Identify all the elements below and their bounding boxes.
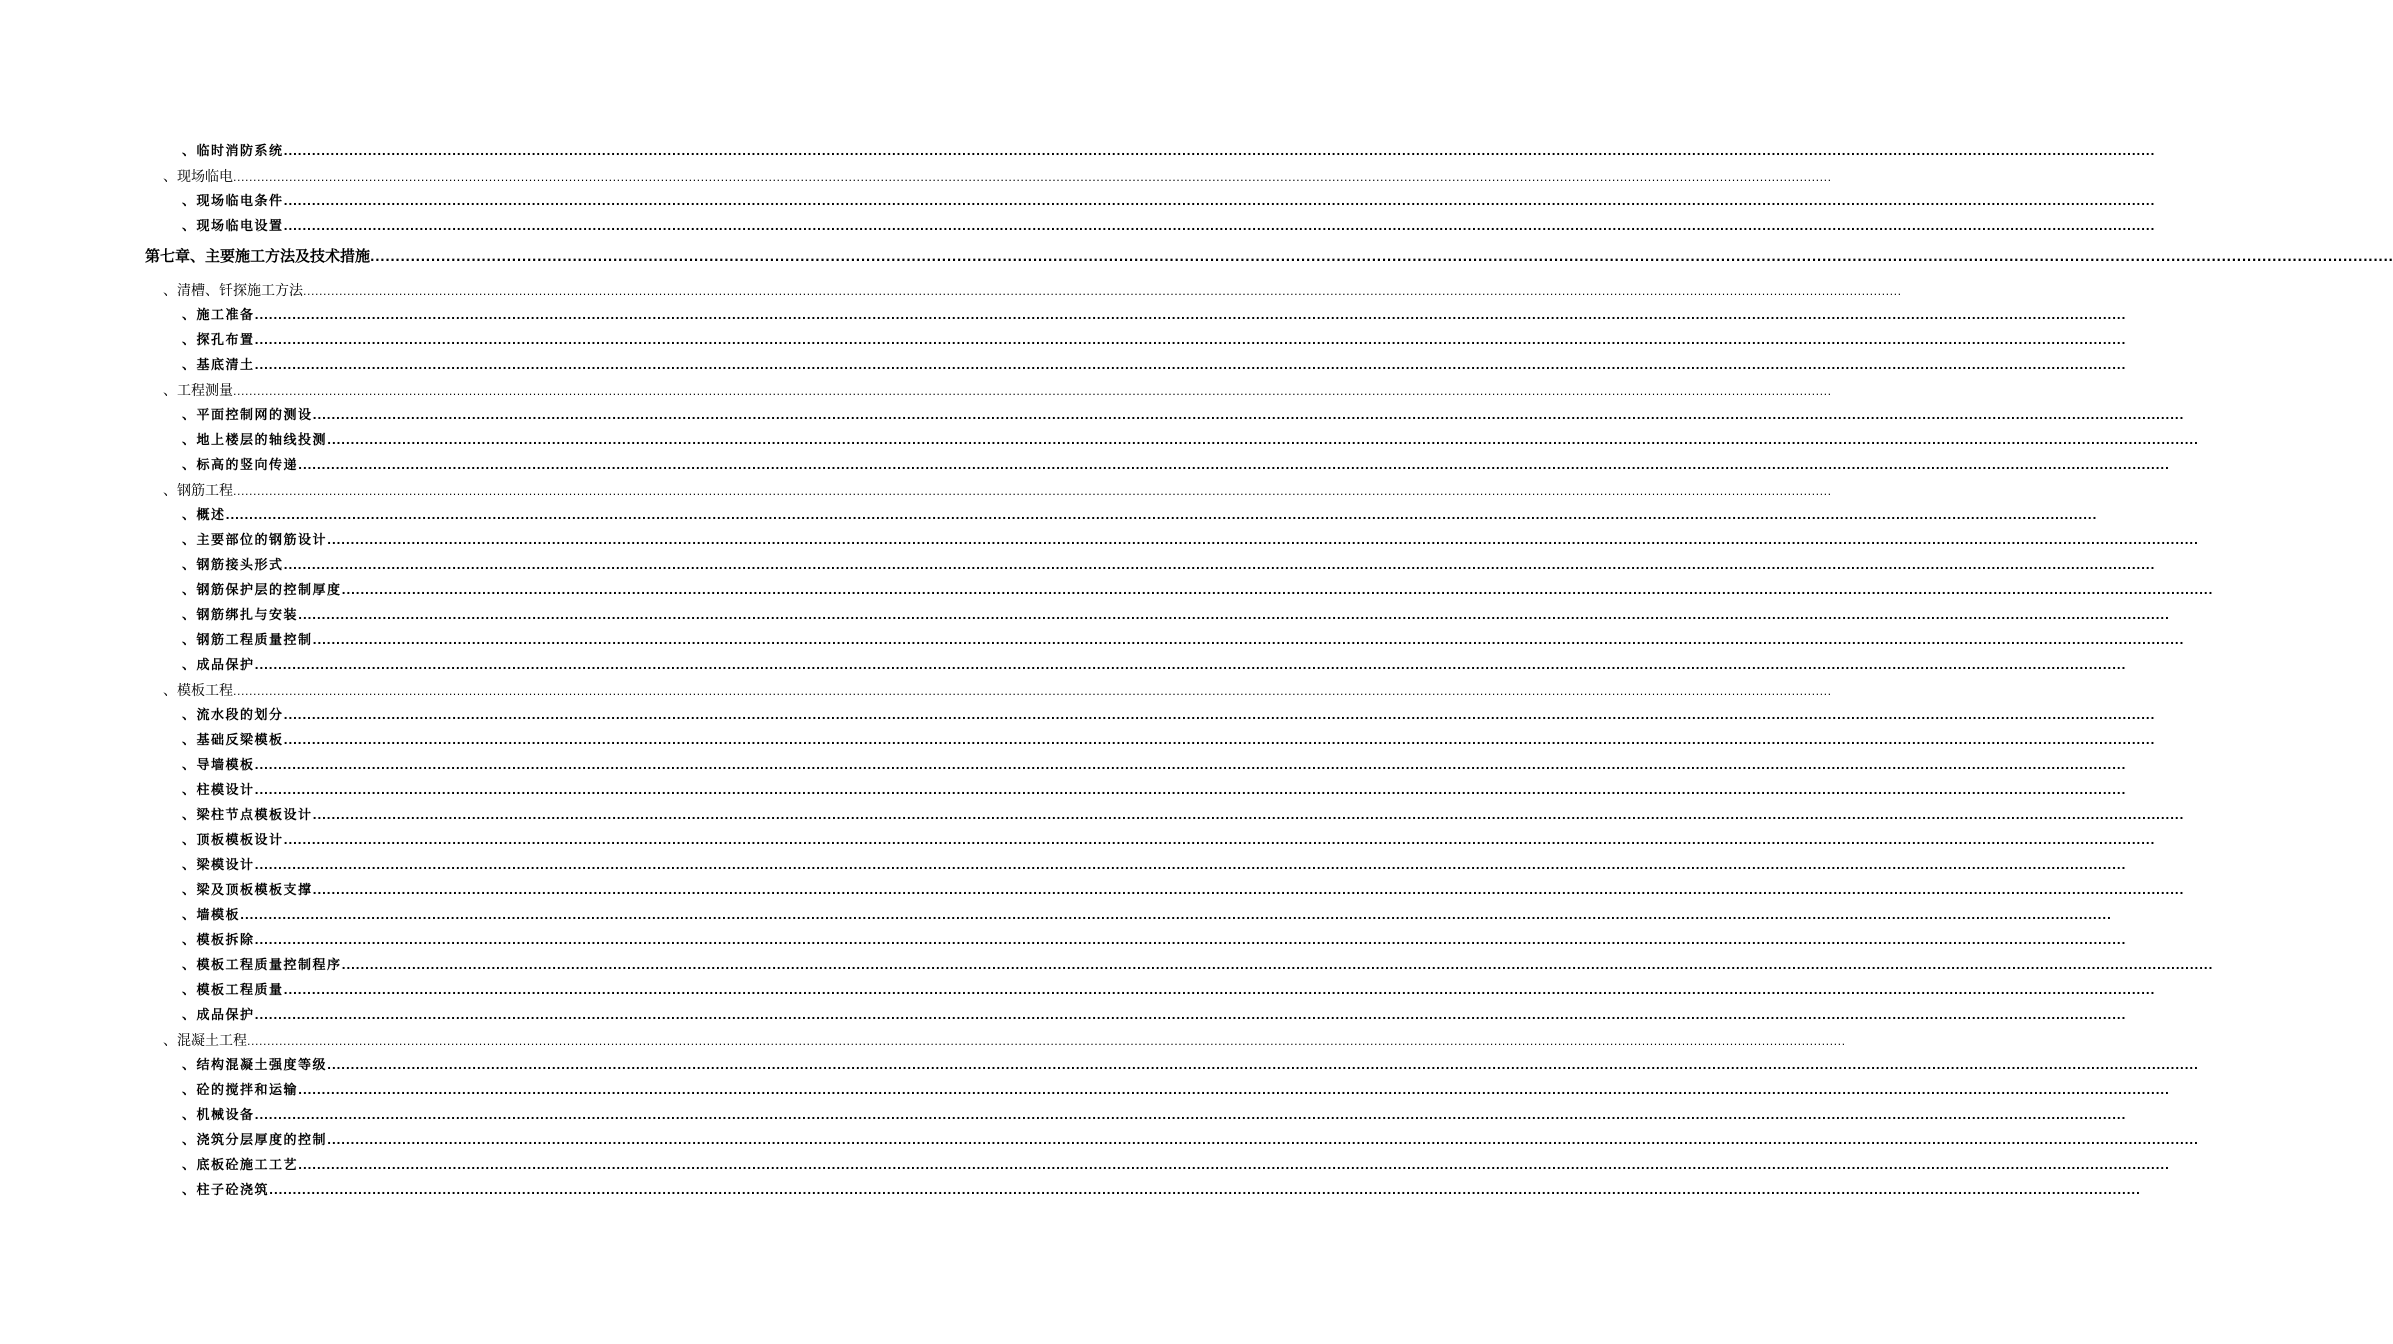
- toc-entry-title: 、梁模设计: [182, 858, 255, 873]
- toc-dot-leader: ................................................................................................................................................................................................................................................................................................................................................................................................................: [254, 334, 2126, 347]
- toc-entry-title: 、成品保护: [182, 1008, 255, 1023]
- toc-entry-title: 、施工准备: [182, 308, 255, 323]
- toc-dot-leader: ................................................................................................................................................................................................................................................................................................................................................................................................................: [298, 609, 2170, 622]
- toc-section-entry[interactable]: [163, 382, 1832, 401]
- toc-dot-leader: ................................................................................................................................................................................................................................................................................................................................................................................................................: [283, 220, 2155, 233]
- toc-entry-title: 、清槽、钎探施工方法: [163, 283, 303, 299]
- toc-entry-title: 、顶板模板设计: [182, 833, 284, 848]
- toc-entry-title: 、模板工程质量: [182, 983, 284, 998]
- toc-subsection-entry[interactable]: [182, 632, 2184, 650]
- toc-dot-leader: ................................................................................................................................................................................................................................................................................................................................................................................................................: [254, 1109, 2126, 1122]
- toc-entry-title: 、结构混凝土强度等级: [182, 1058, 328, 1073]
- toc-entry-title: 、现场临电设置: [182, 219, 284, 234]
- toc-dot-leader: ................................................................................................................................................................................................................................................................................................................................................................................................................: [225, 509, 2097, 522]
- toc-subsection-entry[interactable]: [182, 193, 2155, 211]
- toc-entry-title: 、工程测量: [163, 383, 233, 399]
- toc-subsection-entry[interactable]: [182, 357, 2126, 375]
- toc-subsection-entry[interactable]: [182, 732, 2155, 750]
- toc-dot-leader: ................................................................................................................................................................................................................................................................................................................................................................................................................: [254, 859, 2126, 872]
- toc-subsection-entry[interactable]: [182, 782, 2126, 800]
- toc-dot-leader: ................................................................................................................................................................................................................................................................................................................................................................................................................: [283, 834, 2155, 847]
- toc-subsection-entry[interactable]: [182, 1132, 2199, 1150]
- toc-section-entry[interactable]: [163, 482, 1832, 501]
- toc-subsection-entry[interactable]: [182, 218, 2155, 236]
- toc-subsection-entry[interactable]: [182, 832, 2155, 850]
- toc-dot-leader: ................................................................................................................................................................................................................................................................................................................................................................................................................: [240, 909, 2112, 922]
- toc-entry-title: 、基础反梁模板: [182, 733, 284, 748]
- toc-dot-leader: ................................................................................................................................................................................................................................................................................................................................................................................................................: [283, 145, 2155, 158]
- toc-dot-leader: ................................................................................................................................................................................................................................................................................................................................................................................................................: [341, 584, 2213, 597]
- toc-dot-leader: ................................................................................................................................................................................................................................................................................................................................................................................................................: [283, 984, 2155, 997]
- toc-dot-leader: ................................................................................................................................................................................................................................................................................................................................................................................................................: [254, 359, 2126, 372]
- toc-subsection-entry[interactable]: [182, 982, 2155, 1000]
- toc-entry-title: 、机械设备: [182, 1108, 255, 1123]
- toc-subsection-entry[interactable]: [182, 1107, 2126, 1125]
- toc-entry-title: 、钢筋工程质量控制: [182, 633, 313, 648]
- toc-subsection-entry[interactable]: [182, 407, 2184, 425]
- toc-subsection-entry[interactable]: [182, 432, 2199, 450]
- toc-entry-title: 、地上楼层的轴线投测: [182, 433, 328, 448]
- toc-chapter-entry[interactable]: [145, 247, 2393, 266]
- toc-subsection-entry[interactable]: [182, 507, 2097, 525]
- toc-subsection-entry[interactable]: [182, 1057, 2199, 1075]
- toc-subsection-entry[interactable]: [182, 557, 2155, 575]
- toc-entry-title: 、平面控制网的测设: [182, 408, 313, 423]
- toc-section-entry[interactable]: [163, 682, 1832, 701]
- toc-dot-leader: ................................................................................................................................................................................................................................................................................................................................................................................................................: [233, 171, 1832, 184]
- toc-dot-leader: ................................................................................................................................................................................................................................................................................................................................................................................................................: [233, 385, 1832, 398]
- toc-entry-title: 、模板工程: [163, 683, 233, 699]
- toc-dot-leader: ................................................................................................................................................................................................................................................................................................................................................................................................................: [327, 534, 2199, 547]
- toc-dot-leader: ................................................................................................................................................................................................................................................................................................................................................................................................................: [254, 1009, 2126, 1022]
- toc-entry-title: 、标高的竖向传递: [182, 458, 299, 473]
- toc-entry-title: 、钢筋工程: [163, 483, 233, 499]
- toc-dot-leader: ................................................................................................................................................................................................................................................................................................................................................................................................................: [312, 409, 2184, 422]
- toc-dot-leader: ................................................................................................................................................................................................................................................................................................................................................................................................................: [327, 1134, 2199, 1147]
- toc-entry-title: 、探孔布置: [182, 333, 255, 348]
- toc-entry-title: 第七章、主要施工方法及技术措施: [145, 247, 371, 265]
- toc-subsection-entry[interactable]: [182, 1007, 2126, 1025]
- toc-section-entry[interactable]: [163, 1032, 1846, 1051]
- toc-entry-title: 、流水段的划分: [182, 708, 284, 723]
- toc-dot-leader: ................................................................................................................................................................................................................................................................................................................................................................................................................: [370, 250, 2393, 264]
- toc-entry-title: 、底板砼施工工艺: [182, 1158, 299, 1173]
- toc-subsection-entry[interactable]: [182, 957, 2213, 975]
- toc-entry-title: 、成品保护: [182, 658, 255, 673]
- toc-subsection-entry[interactable]: [182, 807, 2184, 825]
- toc-entry-title: 、墙模板: [182, 908, 241, 923]
- toc-subsection-entry[interactable]: [182, 607, 2170, 625]
- toc-subsection-entry[interactable]: [182, 332, 2126, 350]
- toc-subsection-entry[interactable]: [182, 757, 2126, 775]
- toc-entry-title: 、柱模设计: [182, 783, 255, 798]
- toc-entry-title: 、导墙模板: [182, 758, 255, 773]
- toc-dot-leader: ................................................................................................................................................................................................................................................................................................................................................................................................................: [233, 685, 1832, 698]
- toc-subsection-entry[interactable]: [182, 932, 2126, 950]
- toc-dot-leader: ................................................................................................................................................................................................................................................................................................................................................................................................................: [341, 959, 2213, 972]
- toc-entry-title: 、临时消防系统: [182, 144, 284, 159]
- toc-section-entry[interactable]: [163, 282, 1902, 301]
- toc-entry-title: 、梁及顶板模板支撑: [182, 883, 313, 898]
- toc-subsection-entry[interactable]: [182, 707, 2155, 725]
- toc-dot-leader: ................................................................................................................................................................................................................................................................................................................................................................................................................: [254, 659, 2126, 672]
- toc-entry-title: 、砼的搅拌和运输: [182, 1083, 299, 1098]
- toc-dot-leader: ................................................................................................................................................................................................................................................................................................................................................................................................................: [327, 1059, 2199, 1072]
- toc-entry-title: 、混凝土工程: [163, 1033, 247, 1049]
- toc-dot-leader: ................................................................................................................................................................................................................................................................................................................................................................................................................: [283, 559, 2155, 572]
- toc-dot-leader: ................................................................................................................................................................................................................................................................................................................................................................................................................: [254, 934, 2126, 947]
- toc-subsection-entry[interactable]: [182, 143, 2155, 161]
- toc-subsection-entry[interactable]: [182, 1182, 2141, 1200]
- toc-entry-title: 、钢筋绑扎与安装: [182, 608, 299, 623]
- toc-subsection-entry[interactable]: [182, 1157, 2170, 1175]
- toc-dot-leader: ................................................................................................................................................................................................................................................................................................................................................................................................................: [298, 459, 2170, 472]
- toc-subsection-entry[interactable]: [182, 857, 2126, 875]
- toc-entry-title: 、模板拆除: [182, 933, 255, 948]
- toc-dot-leader: ................................................................................................................................................................................................................................................................................................................................................................................................................: [269, 1184, 2141, 1197]
- toc-entry-title: 、现场临电: [163, 169, 233, 185]
- toc-subsection-entry[interactable]: [182, 457, 2170, 475]
- toc-entry-title: 、模板工程质量控制程序: [182, 958, 342, 973]
- toc-dot-leader: ................................................................................................................................................................................................................................................................................................................................................................................................................: [254, 309, 2126, 322]
- toc-entry-title: 、概述: [182, 508, 226, 523]
- toc-dot-leader: ................................................................................................................................................................................................................................................................................................................................................................................................................: [303, 285, 1902, 298]
- toc-dot-leader: ................................................................................................................................................................................................................................................................................................................................................................................................................: [283, 709, 2155, 722]
- toc-entry-title: 、柱子砼浇筑: [182, 1183, 270, 1198]
- toc-subsection-entry[interactable]: [182, 907, 2112, 925]
- toc-entry-title: 、钢筋保护层的控制厚度: [182, 583, 342, 598]
- toc-dot-leader: ................................................................................................................................................................................................................................................................................................................................................................................................................: [327, 434, 2199, 447]
- toc-dot-leader: ................................................................................................................................................................................................................................................................................................................................................................................................................: [312, 634, 2184, 647]
- toc-dot-leader: ................................................................................................................................................................................................................................................................................................................................................................................................................: [254, 784, 2126, 797]
- toc-entry-title: 、现场临电条件: [182, 194, 284, 209]
- toc-dot-leader: ................................................................................................................................................................................................................................................................................................................................................................................................................: [312, 884, 2184, 897]
- toc-entry-title: 、梁柱节点模板设计: [182, 808, 313, 823]
- toc-dot-leader: ................................................................................................................................................................................................................................................................................................................................................................................................................: [298, 1084, 2170, 1097]
- toc-subsection-entry[interactable]: [182, 582, 2213, 600]
- toc-dot-leader: ................................................................................................................................................................................................................................................................................................................................................................................................................: [233, 485, 1832, 498]
- toc-subsection-entry[interactable]: [182, 657, 2126, 675]
- toc-dot-leader: ................................................................................................................................................................................................................................................................................................................................................................................................................: [312, 809, 2184, 822]
- toc-entry-title: 、主要部位的钢筋设计: [182, 533, 328, 548]
- toc-subsection-entry[interactable]: [182, 882, 2184, 900]
- toc-dot-leader: ................................................................................................................................................................................................................................................................................................................................................................................................................: [283, 195, 2155, 208]
- toc-entry-title: 、浇筑分层厚度的控制: [182, 1133, 328, 1148]
- toc-subsection-entry[interactable]: [182, 307, 2126, 325]
- toc-dot-leader: ................................................................................................................................................................................................................................................................................................................................................................................................................: [247, 1035, 1846, 1048]
- toc-subsection-entry[interactable]: [182, 1082, 2170, 1100]
- toc-dot-leader: ................................................................................................................................................................................................................................................................................................................................................................................................................: [298, 1159, 2170, 1172]
- toc-entry-title: 、基底清土: [182, 358, 255, 373]
- toc-subsection-entry[interactable]: [182, 532, 2199, 550]
- toc-dot-leader: ................................................................................................................................................................................................................................................................................................................................................................................................................: [283, 734, 2155, 747]
- toc-section-entry[interactable]: [163, 168, 1832, 187]
- toc-dot-leader: ................................................................................................................................................................................................................................................................................................................................................................................................................: [254, 759, 2126, 772]
- toc-entry-title: 、钢筋接头形式: [182, 558, 284, 573]
